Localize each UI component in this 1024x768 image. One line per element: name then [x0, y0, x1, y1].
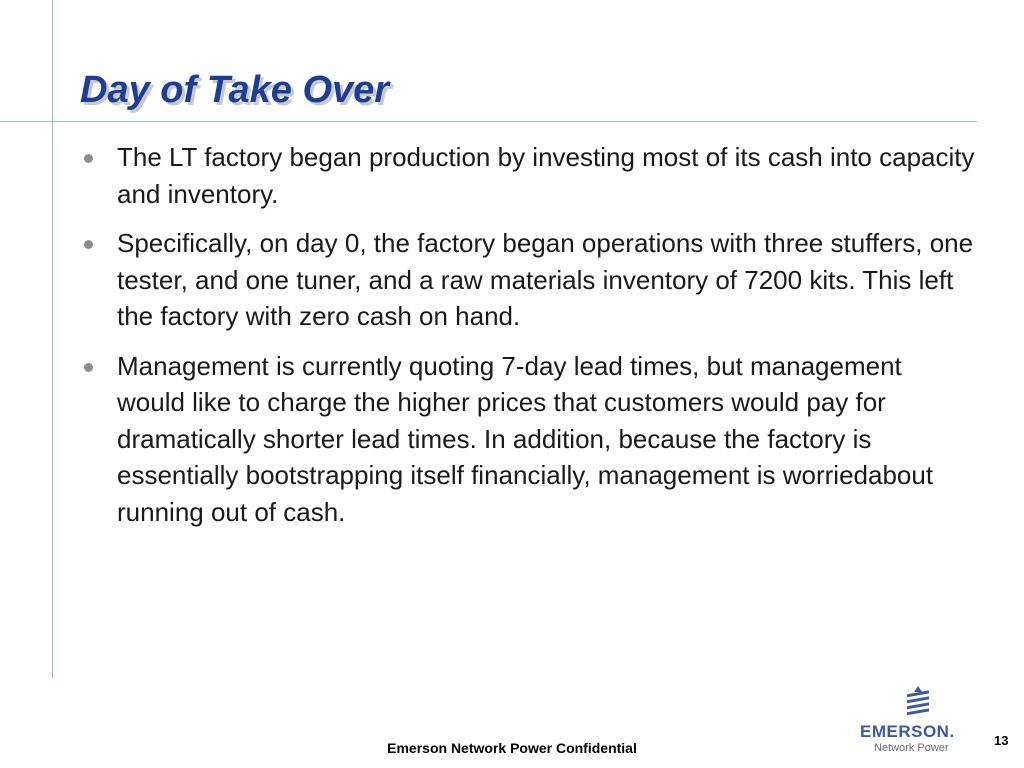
vertical-rule	[52, 0, 53, 678]
horizontal-rule	[0, 121, 977, 122]
bullet-text: Specifically, on day 0, the factory began operations with three stuffers, one tester, and one tuner, and a raw materials inventory of 7200 kits. This left the factory with zero cash on hand.	[117, 228, 974, 331]
bullet-item	[76, 348, 976, 531]
bullet-list	[76, 139, 976, 543]
bullet-item	[76, 139, 976, 212]
bullet-dot-icon	[84, 240, 93, 249]
page-number: 13	[994, 733, 1009, 748]
slide-title: Day of Take Over	[80, 69, 390, 111]
bullet-dot-icon	[84, 154, 93, 163]
footer-confidential: Emerson Network Power Confidential	[387, 740, 637, 756]
bullet-text: The LT factory began production by investing most of its cash into capacity and inventory.	[117, 142, 975, 209]
bullet-dot-icon	[84, 363, 93, 372]
bullet-text: Management is currently quoting 7-day lead times, but management would like to charge the higher prices that customers would pay for dramatically shorter lead times. In addition, because the factory is essentially bootstrapping itself financially, management is worriedabout running out of cash.	[117, 350, 934, 527]
emerson-logo-icon	[903, 686, 933, 720]
emerson-logo	[856, 686, 980, 756]
logo-subline: Network Power	[874, 742, 949, 754]
logo-wordmark: EMERSON.	[860, 722, 955, 741]
bullet-item	[76, 225, 976, 335]
